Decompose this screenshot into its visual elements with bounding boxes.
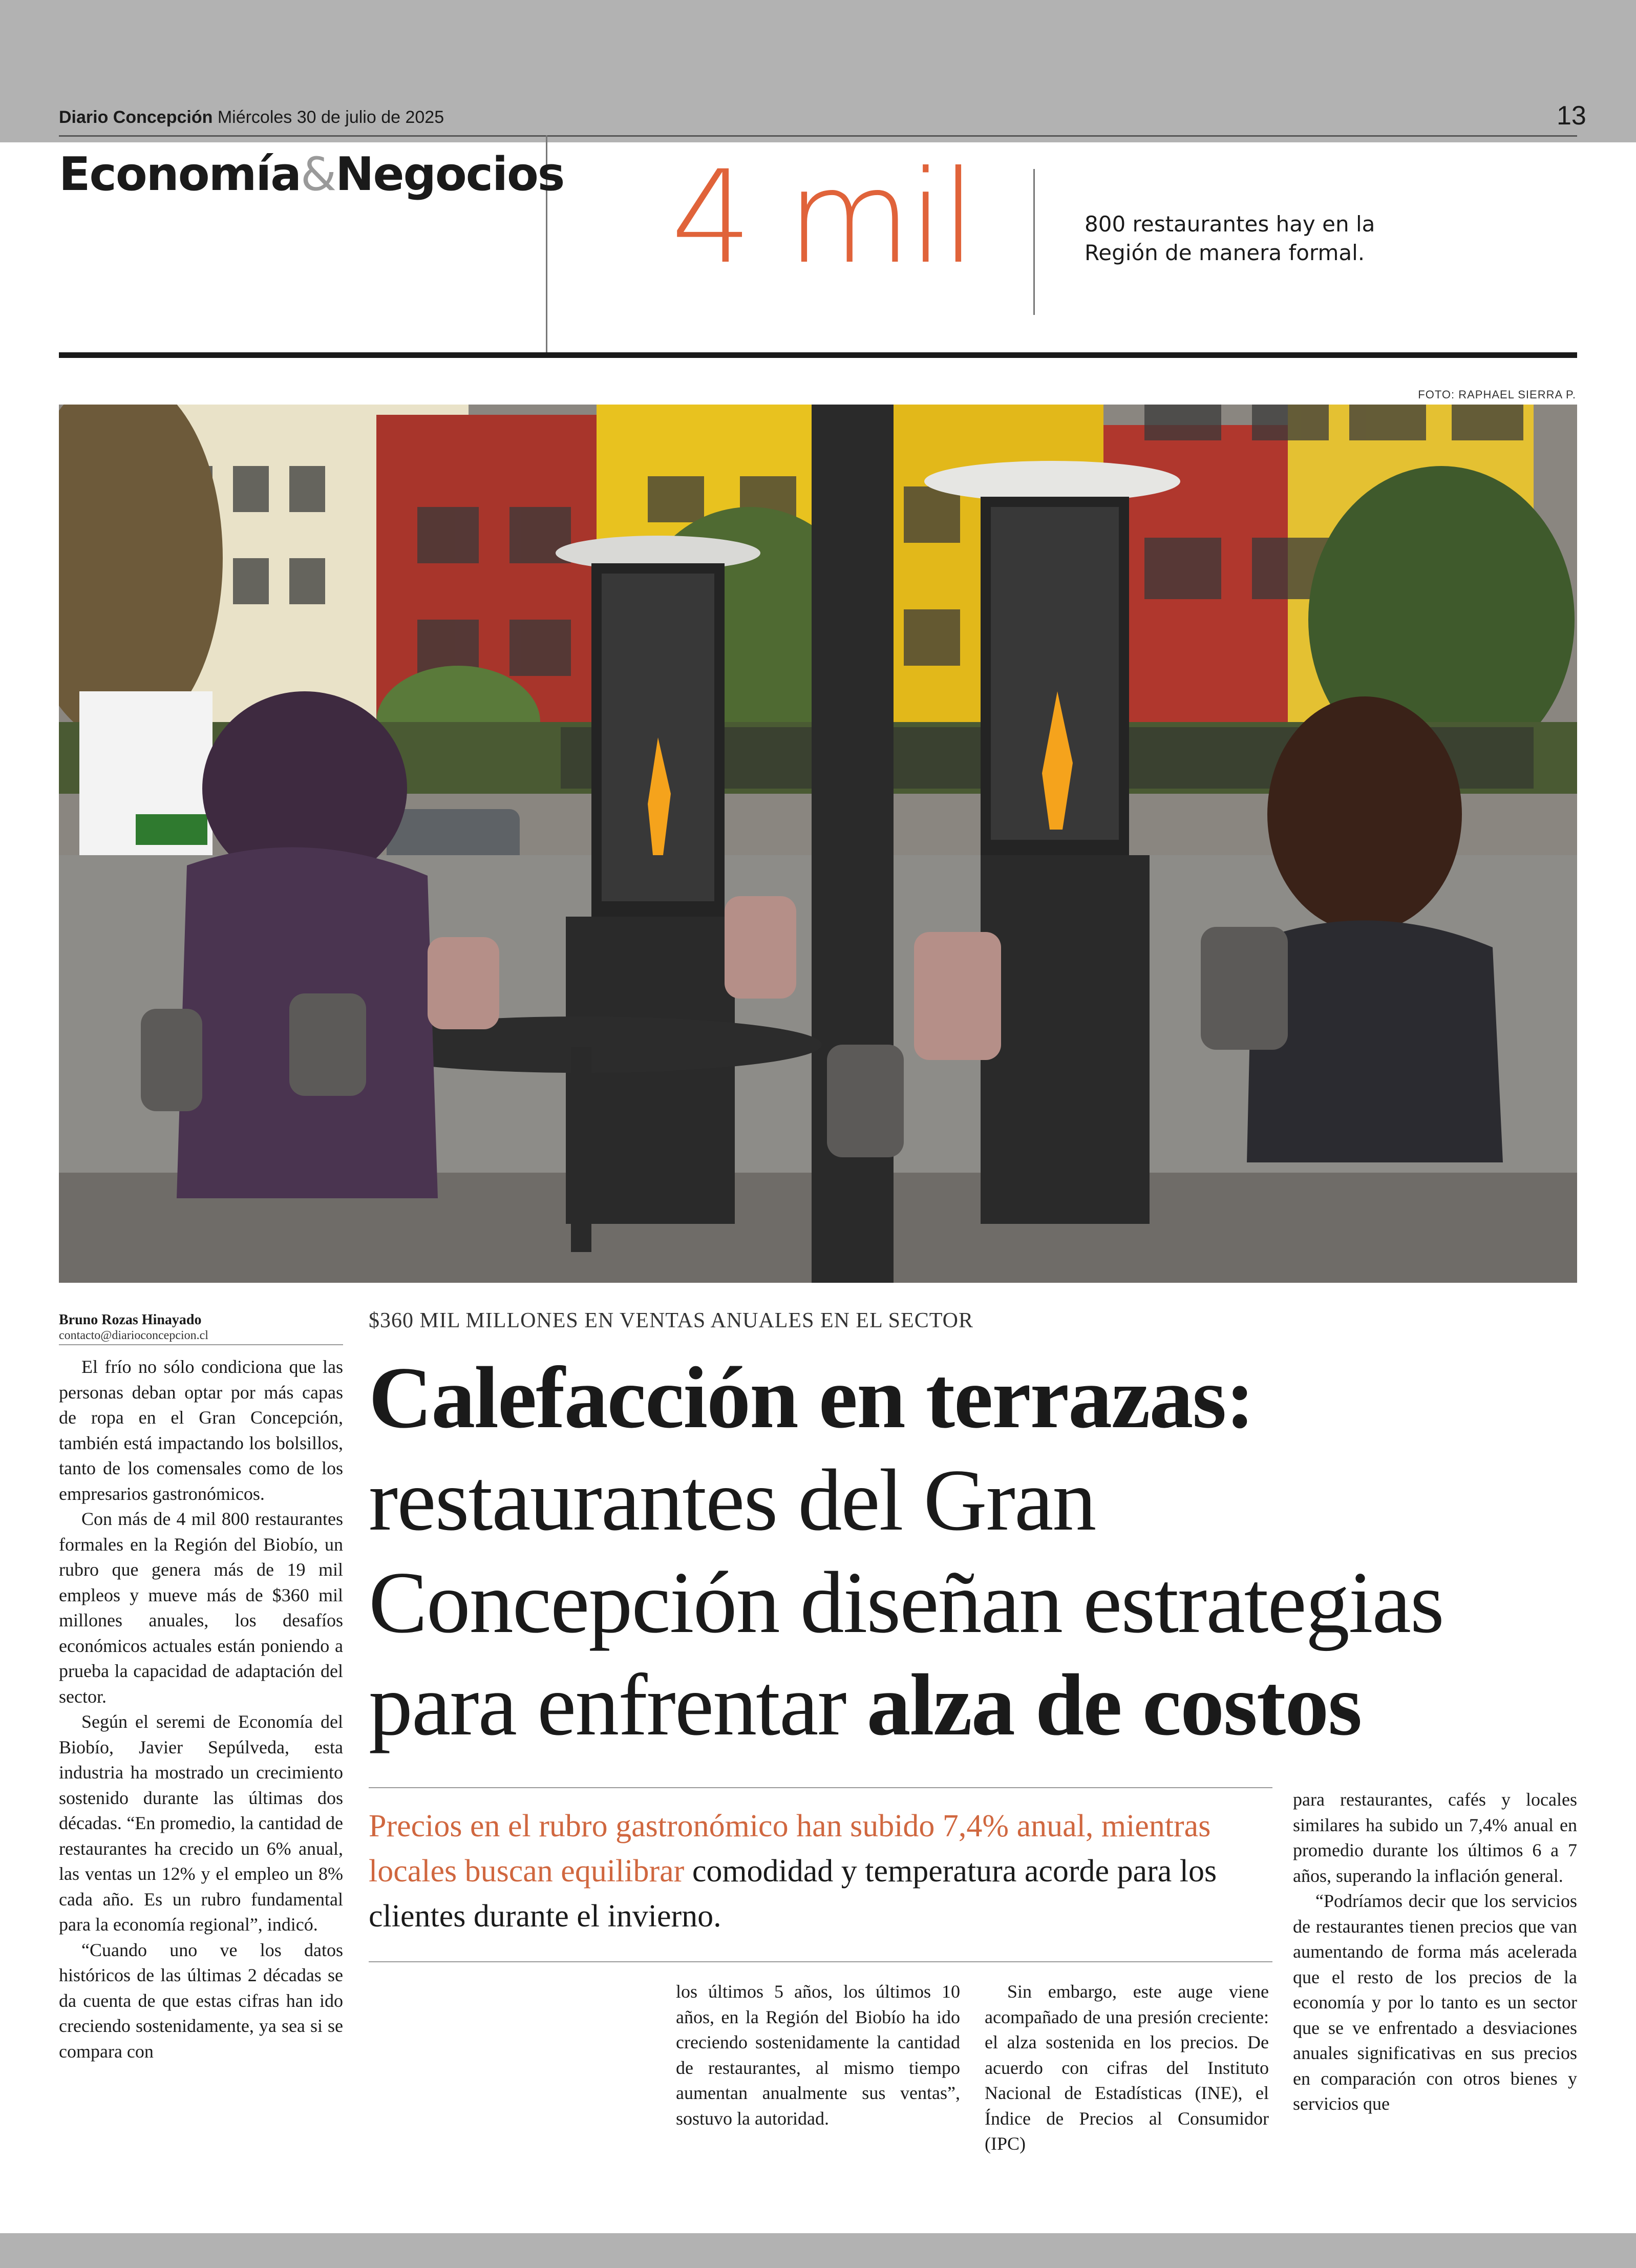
- photo-credit: FOTO: RAPHAEL SIERRA P.: [1418, 388, 1576, 401]
- paragraph: para restaurantes, cafés y locales similares ha subido un 7,4% anual en promedio durante los últimos 6 a 7 años, superando la inflación general.: [1293, 1789, 1577, 1886]
- headline: Calefacción en terrazas: restaurantes del Gran Concepción diseñan estrategias para enfrentar alza de costos: [369, 1349, 1443, 1754]
- article-column-4: [1293, 1787, 1577, 2117]
- subhead: Precios en el rubro gastronómico han subido 7,4% anual, mientras locales buscan equilibrar comodidad y temperatura acorde para los clientes durante el invierno.: [369, 1809, 1217, 1934]
- newspaper-name: Diario Concepción: [59, 108, 213, 127]
- kicker: $360 MIL MILLONES EN VENTAS ANUALES EN EL SECTOR: [369, 1309, 973, 1332]
- page-number: 13: [1557, 101, 1586, 131]
- author-name: Bruno Rozas Hinayado: [59, 1312, 202, 1328]
- header-thick-rule: [59, 352, 1577, 358]
- article-column-1: [59, 1354, 343, 2064]
- author-email: contacto@diarioconcepcion.cl: [59, 1329, 208, 1342]
- paragraph: los últimos 5 años, los últimos 10 años, en la Región del Biobío ha ido creciendo sostenidamente la cantidad de restaurantes, al mismo tiempo aumentan anualmente sus ventas”, sostuvo la autoridad.: [676, 1981, 960, 2129]
- paragraph: El frío no sólo condiciona que las personas deban optar por más capas de ropa en el Gran Concepción, también está impactando los bolsillos, tanto de los comensales como de los empresarios gastronómicos.: [59, 1356, 343, 1504]
- paragraph: “Podríamos decir que los servicios de restaurantes tienen precios que van aumentando de forma más acelerada que el resto de los precios de la economía y por lo tanto es un sector que se ve enfrentado a desviaciones anuales significativas en sus precios en comparación con otros bienes y servicios que: [1293, 1891, 1577, 2114]
- stat-divider: [1033, 169, 1035, 315]
- bottom-band: [0, 2233, 1636, 2268]
- subhead-rule-top: [369, 1787, 1272, 1788]
- article-column-2: [676, 1979, 960, 2131]
- byline-rule: [59, 1344, 343, 1345]
- paragraph: Según el seremi de Economía del Biobío, Javier Sepúlveda, esta industria ha mostrado un crecimiento sostenido durante las últimas dos décadas. “En promedio, la cantidad de restaurantes ha crecido un 6% anual, las ventas un 12% y el empleo un 8% cada año. Es un rubro fundamental para la economía regional”, indicó.: [59, 1711, 343, 1935]
- subhead-rule-bottom: [369, 1961, 1272, 1962]
- stat-note: 800 restaurantes hay en la Región de manera formal.: [1085, 211, 1375, 265]
- stat-value: 4 mil: [671, 143, 973, 292]
- masthead: [59, 108, 444, 128]
- paragraph: Sin embargo, este auge viene acompañado de una presión creciente: el alza sostenida en los precios. De acuerdo con cifras del Instituto Nacional de Estadísticas (INE), el Índice de Precios al Consumidor (IPC): [985, 1981, 1269, 2154]
- issue-date: Miércoles 30 de julio de 2025: [217, 108, 444, 127]
- article-column-3: [985, 1979, 1269, 2157]
- terrace-photo: [59, 405, 1577, 1283]
- header-rule: [59, 135, 1577, 137]
- paragraph: Con más de 4 mil 800 restaurantes formales en la Región del Biobío, un rubro que genera más de 19 mil empleos y mueve más de $360 mil millones anuales, los desafíos económicos actuales están poniendo a prueba la capacidad de adaptación del sector.: [59, 1509, 343, 1707]
- section-title: Economía&Negocios: [59, 147, 564, 201]
- paragraph: “Cuando uno ve los datos históricos de las últimas 2 décadas se da cuenta de que estas cifras han ido creciendo sostenidamente, ya sea si se compara con: [59, 1939, 343, 2062]
